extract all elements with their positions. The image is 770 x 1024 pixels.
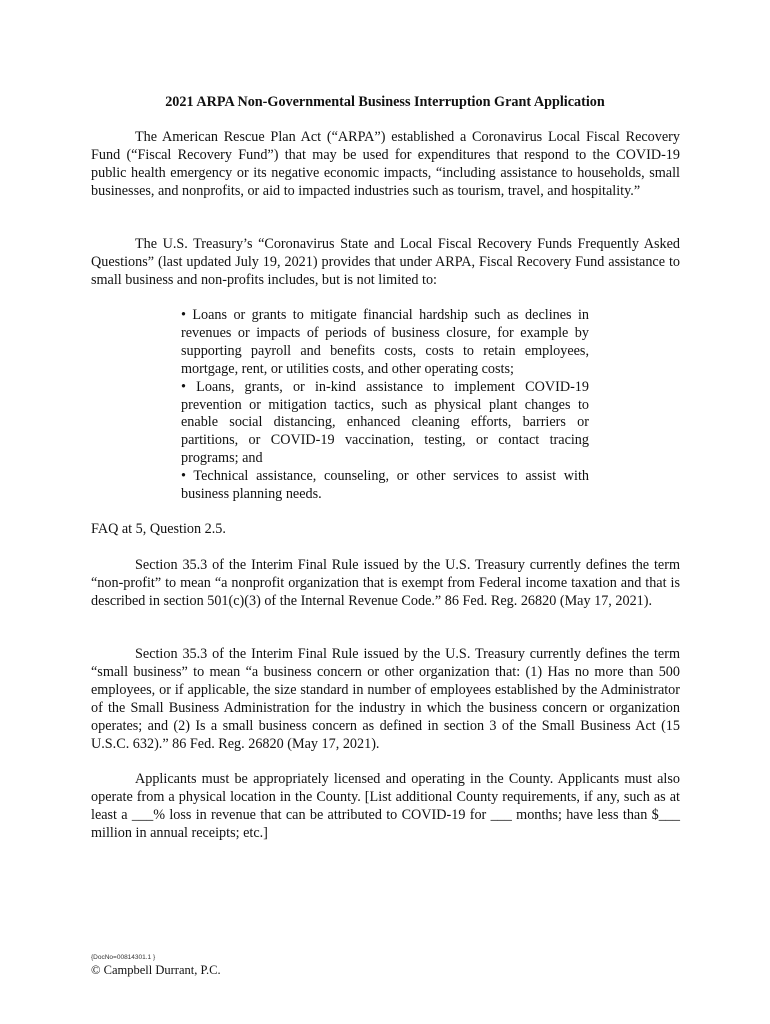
paragraph-small-business-definition: Section 35.3 of the Interim Final Rule issued by the U.S. Treasury currently defines the term “small business” to mean “a business concern or other organization that: (1) Has no more than 500 employees, or if applicable, the size standard in number of employees established by the Administrator of the Small Business Administration for the industry in which the business concern or organization operates; and (2) Is a small business concern as defined in section 3 of the Small Business Act (15 U.S.C. 632).” 86 Fed. Reg. 26820 (May 17, 2021).: [91, 646, 680, 752]
paragraph-arpa-intro: The American Rescue Plan Act (“ARPA”) established a Coronavirus Local Fiscal Recovery Fund (“Fiscal Recovery Fund”) that may be used for expenditures that respond to the COVID-19 public health emergency or its negative economic impacts, “including assistance to households, small businesses, and nonprofits, or aid to impacted industries such as tourism, travel, and hospitality.”: [91, 129, 680, 199]
paragraph-treasury-faq: The U.S. Treasury’s “Coronavirus State and Local Fiscal Recovery Funds Frequently Asked Questions” (last updated July 19, 2021) provides that under ARPA, Fiscal Recovery Fund assistance to small business and non-profits includes, but is not limited to:: [91, 236, 680, 288]
bullet-item-loans: • Loans or grants to mitigate financial hardship such as declines in revenues or impacts of periods of business closure, for example by supporting payroll and benefits costs, costs to retain employees, mortgage, rent, or utilities costs, and other operating costs;: [181, 307, 589, 377]
bullet-item-technical-assistance: • Technical assistance, counseling, or other services to assist with business planning needs.: [181, 468, 589, 503]
faq-reference: FAQ at 5, Question 2.5.: [91, 521, 226, 537]
paragraph-non-profit-definition: Section 35.3 of the Interim Final Rule issued by the U.S. Treasury currently defines the term “non-profit” to mean “a nonprofit organization that is exempt from Federal income taxation and that is described in section 501(c)(3) of the Internal Revenue Code.” 86 Fed. Reg. 26820 (May 17, 2021).: [91, 557, 680, 609]
paragraph-applicant-requirements: Applicants must be appropriately licensed and operating in the County. Applicants must also operate from a physical location in the County. [List additional County requirements, if any, such as at least a ___% loss in revenue that can be attributed to COVID-19 for ___ months; have less than $___ million in annual receipts; etc.]: [91, 771, 680, 841]
document-title: 2021 ARPA Non-Governmental Business Interruption Grant Application: [165, 94, 605, 110]
bullet-list: [181, 307, 589, 504]
footer-doc-number: {DocNo=00814301.1 }: [91, 954, 156, 961]
footer-copyright: © Campbell Durrant, P.C.: [91, 963, 221, 977]
bullet-item-covid-prevention: • Loans, grants, or in-kind assistance to implement COVID-19 prevention or mitigation tactics, such as physical plant changes to enable social distancing, enhanced cleaning efforts, barriers or partitions, or COVID-19 vaccination, testing, or contact tracing programs; and: [181, 378, 589, 467]
